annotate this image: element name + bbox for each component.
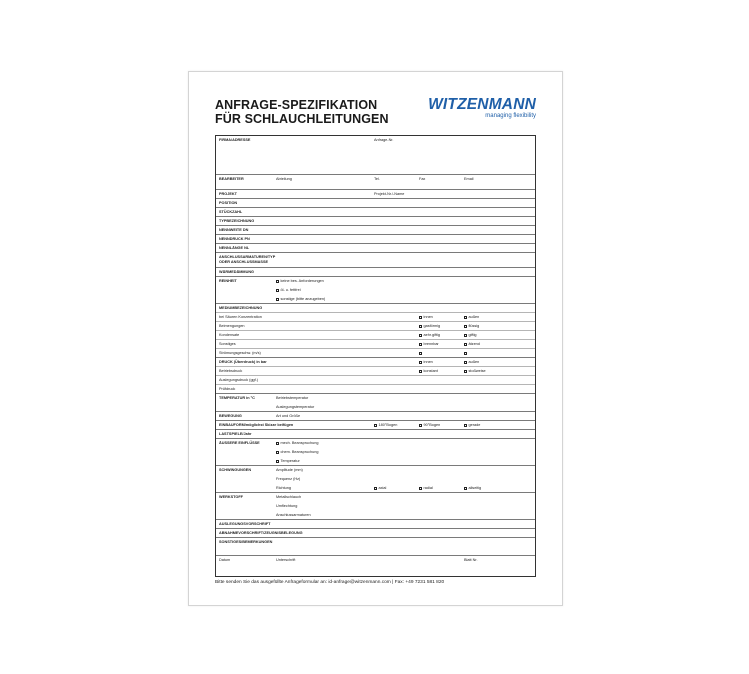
- row-kondensate: [216, 330, 535, 339]
- label-abnahme: ABNAHMEVORSCHRIFT/ZEUGNISBELEGUNG: [219, 531, 303, 535]
- option-druck-aussen: außen: [464, 360, 479, 365]
- checkbox[interactable]: [276, 289, 279, 292]
- label-nennweite: NENNWEITE DN: [219, 228, 249, 232]
- option-stossweise: stoßweise: [464, 369, 486, 374]
- label-unterschrift: Unterschrift: [276, 558, 296, 562]
- label-nennlaenge: NENNLÄNGE NL: [219, 246, 250, 250]
- label-nenndruck: NENNDRUCK PN: [219, 237, 250, 241]
- option-druck-innen: innen: [419, 360, 433, 365]
- row-betriebsdruck: [216, 366, 535, 375]
- row-auslegungsvorschrift: [216, 519, 535, 528]
- label-anfrage-nr: Anfrage-Nr.: [374, 138, 394, 142]
- label-werkstoff: WERKSTOFF: [219, 495, 243, 499]
- label-temperatur: TEMPERATUR in °C: [219, 396, 255, 400]
- label-beimengungen: Beimengungen: [219, 324, 245, 328]
- label-stueckzahl: STÜCKZAHL: [219, 210, 243, 214]
- row-aussen: [216, 438, 535, 465]
- row-sonstiges-bemerkungen: [216, 537, 535, 555]
- label-art-groesse: Art und Größe: [276, 414, 301, 418]
- option-konstant: konstant: [419, 369, 438, 374]
- row-werkstoff: [216, 492, 535, 519]
- checkbox[interactable]: [419, 361, 422, 364]
- row-anschluss: [216, 252, 535, 267]
- checkbox[interactable]: [464, 343, 467, 346]
- option-blank-1: [419, 351, 424, 356]
- option-radial: radial: [419, 486, 433, 491]
- row-bewegung: [216, 411, 535, 420]
- checkbox[interactable]: [276, 460, 279, 463]
- label-lastspiele: LASTSPIELE/Jahr: [219, 432, 252, 436]
- checkbox[interactable]: [419, 424, 422, 427]
- footer-note: Bitte senden Sie das ausgefüllte Anfrageformular an: id-anfrage@witzenmann.com | Fax: +49 7231 581 820: [215, 580, 445, 585]
- label-saeure: bei Säuren Konzentration: [219, 315, 262, 319]
- row-abnahme: [216, 528, 535, 537]
- row-saeure: [216, 312, 535, 321]
- title-line-1: ANFRAGE-SPEZIFIKATION: [215, 98, 378, 112]
- label-stroemung: Strömungsgeschw. (m/s): [219, 351, 261, 355]
- option-reinheit-3: sonstige (bitte anzugeben): [276, 297, 325, 302]
- option-fluessig: flüssig: [464, 324, 479, 329]
- row-nennlaenge: [216, 243, 535, 252]
- checkbox[interactable]: [464, 424, 467, 427]
- checkbox[interactable]: [464, 334, 467, 337]
- label-schwingungen: SCHWINGUNGEN: [219, 468, 252, 472]
- checkbox[interactable]: [464, 361, 467, 364]
- label-anschluss-2: ODER ANSCHLUSSMASSE: [219, 260, 269, 264]
- option-reinheit-1: keine bes. Anforderungen: [276, 279, 324, 284]
- row-sonstiges: [216, 339, 535, 348]
- label-betriebstemp: Betriebstemperatur: [276, 396, 309, 400]
- checkbox[interactable]: [276, 451, 279, 454]
- label-medium: MEDIUMBEZEICHNUNG: [219, 306, 263, 310]
- label-fax: Fax: [419, 177, 426, 181]
- row-pruefdruck: [216, 384, 535, 393]
- row-druck: [216, 357, 535, 366]
- label-bewegung: BEWEGUNG: [219, 414, 242, 418]
- row-stroemung: [216, 348, 535, 357]
- label-anschluss-1: ANSCHLUSSARMATUREN/TYP: [219, 255, 276, 259]
- label-firma: FIRMA/ADRESSE: [219, 138, 251, 142]
- label-projekt: PROJEKT: [219, 192, 237, 196]
- checkbox[interactable]: [419, 487, 422, 490]
- option-giftig: giftig: [464, 333, 477, 338]
- row-typbezeichnung: [216, 216, 535, 225]
- checkbox[interactable]: [276, 280, 279, 283]
- row-waermedaemmung: [216, 267, 535, 276]
- row-nenndruck: [216, 234, 535, 243]
- checkbox[interactable]: [419, 316, 422, 319]
- row-beimengungen: [216, 321, 535, 330]
- option-mech: mech. Beanspruchung: [276, 441, 319, 446]
- checkbox[interactable]: [419, 352, 422, 355]
- option-180-bogen: 180°Bogen: [374, 423, 397, 428]
- row-firma: [216, 136, 535, 174]
- label-umflechtung: Umflechtung: [276, 504, 298, 508]
- option-gasfoermig: gasförmig: [419, 324, 440, 329]
- option-brennbar: brennbar: [419, 342, 439, 347]
- label-einbauform: EINBAUFORM/möglichst Skizze beifügen: [219, 423, 294, 427]
- brand-logo: [428, 96, 536, 119]
- row-nennweite: [216, 225, 535, 234]
- label-abteilung: Abteilung: [276, 177, 292, 181]
- label-anschlussarmaturen: Anschlussarmaturen: [276, 513, 311, 517]
- checkbox[interactable]: [276, 442, 279, 445]
- label-typbezeichnung: TYPBEZEICHNUNG: [219, 219, 255, 223]
- label-bearbeiter: BEARBEITER: [219, 177, 244, 181]
- row-medium: [216, 303, 535, 312]
- checkbox[interactable]: [464, 370, 467, 373]
- option-aehnlich-giftig: aehr.giftig: [419, 333, 440, 338]
- option-aussen: außen: [464, 315, 479, 320]
- row-position: [216, 198, 535, 207]
- checkbox[interactable]: [374, 424, 377, 427]
- row-auslegungsdruck: [216, 375, 535, 384]
- row-reinheit: [216, 276, 535, 303]
- label-amplitude: Amplitude (mm): [276, 468, 303, 472]
- option-allseitig: allseitig: [464, 486, 481, 491]
- request-form: [215, 135, 536, 577]
- row-stueckzahl: [216, 207, 535, 216]
- label-pruefdruck: Prüfdruck: [219, 387, 236, 391]
- label-datum: Datum: [219, 558, 231, 562]
- row-schwingungen: [216, 465, 535, 492]
- checkbox[interactable]: [464, 487, 467, 490]
- checkbox[interactable]: [464, 325, 467, 328]
- option-temperatur: Temperatur: [276, 459, 300, 464]
- label-aussen: ÄUSSERE EINFLÜSSE: [219, 441, 260, 445]
- label-projekt-nr: Projekt-Nr./-Name: [374, 192, 405, 196]
- label-kondensate: Kondensate: [219, 333, 240, 337]
- logo-tagline: managing flexibility: [485, 113, 536, 119]
- label-richtung: Richtung: [276, 486, 291, 490]
- row-lastspiele: [216, 429, 535, 438]
- title-line-2: FÜR SCHLAUCHLEITUNGEN: [215, 112, 389, 126]
- checkbox[interactable]: [419, 343, 422, 346]
- label-email: Email: [464, 177, 474, 181]
- checkbox[interactable]: [419, 370, 422, 373]
- row-temperatur: [216, 393, 535, 411]
- label-betriebsdruck: Betriebsdruck: [219, 369, 243, 373]
- option-90-bogen: 90°Bogen: [419, 423, 440, 428]
- row-bearbeiter: [216, 174, 535, 189]
- label-frequenz: Frequenz (Hz): [276, 477, 301, 481]
- logo-text: WITZENMANN: [428, 96, 536, 113]
- label-auslegungsdruck: Auslegungsdruck (ggf.): [219, 378, 259, 382]
- row-projekt: [216, 189, 535, 198]
- label-auslegungstemp: Auslegungstemperatur: [276, 405, 315, 409]
- checkbox[interactable]: [464, 352, 467, 355]
- label-position: POSITION: [219, 201, 238, 205]
- option-innen: innen: [419, 315, 433, 320]
- document-title: [215, 98, 389, 126]
- row-signature: [216, 555, 535, 576]
- label-waermedaemmung: WÄRMEDÄMMUNG: [219, 270, 255, 274]
- label-auslegungsvorschrift: AUSLEGUNGSVORSCHRIFT: [219, 522, 271, 526]
- label-blatt-nr: Blatt Nr.: [464, 558, 478, 562]
- label-tel: Tel.: [374, 177, 380, 181]
- row-einbauform: [216, 420, 535, 429]
- option-axial: axial: [374, 486, 386, 491]
- option-gerade: gerade: [464, 423, 480, 428]
- option-reinheit-2: öl- u. fettfrei: [276, 288, 301, 293]
- checkbox[interactable]: [276, 298, 279, 301]
- checkbox[interactable]: [464, 316, 467, 319]
- checkbox[interactable]: [374, 487, 377, 490]
- option-blank-2: [464, 351, 469, 356]
- option-aetzend: ätzend: [464, 342, 480, 347]
- label-sonstiges: Sonstiges: [219, 342, 236, 346]
- checkbox[interactable]: [419, 325, 422, 328]
- document-page: [188, 71, 563, 606]
- label-metallschlauch: Metallschlauch: [276, 495, 302, 499]
- label-druck: DRUCK (Überdruck) in bar: [219, 360, 267, 364]
- label-reinheit: REINHEIT: [219, 279, 237, 283]
- checkbox[interactable]: [419, 334, 422, 337]
- option-chem: chem. Beanspruchung: [276, 450, 319, 455]
- label-sonstiges-bemerkungen: SONSTIGES/BEMERKUNGEN: [219, 540, 273, 544]
